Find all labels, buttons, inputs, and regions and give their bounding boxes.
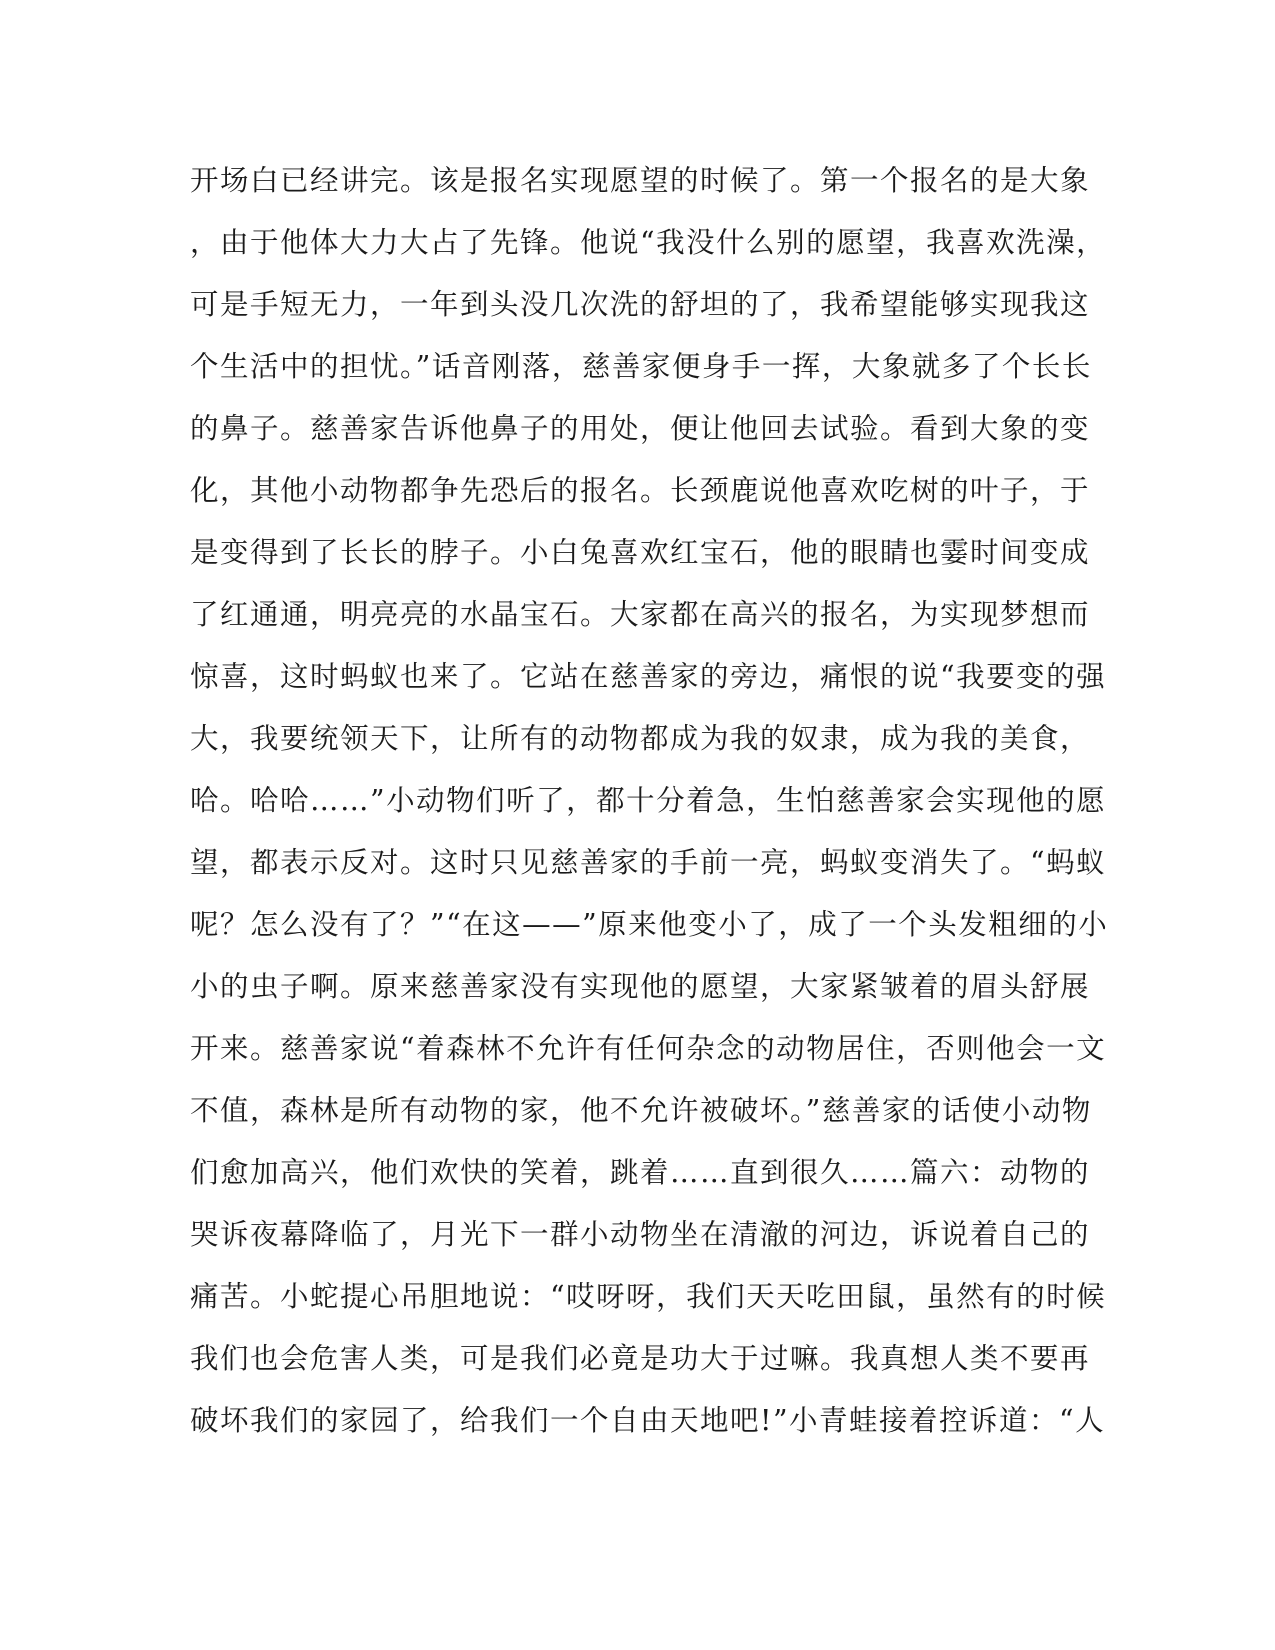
- text-line: 了红通通，明亮亮的水晶宝石。大家都在高兴的报名，为实现梦想而: [190, 598, 1091, 631]
- text-line: 哈。哈哈……”小动物们听了，都十分着急，生怕慈善家会实现他的愿: [190, 784, 1107, 817]
- text-line: 开来。慈善家说“着森林不允许有任何杂念的动物居住，否则他会一文: [190, 1032, 1107, 1065]
- text-line: 痛苦。小蛇提心吊胆地说：“哎呀呀，我们天天吃田鼠，虽然有的时候: [190, 1280, 1107, 1313]
- text-line: 们愈加高兴，他们欢快的笑着，跳着……直到很久……篇六：动物的: [190, 1156, 1091, 1189]
- text-line: 开场白已经讲完。该是报名实现愿望的时候了。第一个报名的是大象: [190, 164, 1091, 197]
- text-line: 哭诉夜幕降临了，月光下一群小动物坐在清澈的河边，诉说着自己的: [190, 1218, 1091, 1251]
- text-line: 我们也会危害人类，可是我们必竟是功大于过嘛。我真想人类不要再: [190, 1342, 1091, 1375]
- text-line: 的鼻子。慈善家告诉他鼻子的用处，便让他回去试验。看到大象的变: [190, 412, 1091, 445]
- text-line: 大，我要统领天下，让所有的动物都成为我的奴隶，成为我的美食，: [190, 722, 1091, 755]
- text-line: 是变得到了长长的脖子。小白兔喜欢红宝石，他的眼睛也霎时间变成: [190, 536, 1091, 569]
- text-line: 惊喜，这时蚂蚁也来了。它站在慈善家的旁边，痛恨的说“我要变的强: [190, 660, 1107, 693]
- text-line: 呢？怎么没有了？”“在这——”原来他变小了，成了一个头发粗细的小: [190, 908, 1109, 941]
- text-line: 化，其他小动物都争先恐后的报名。长颈鹿说他喜欢吃树的叶子，于: [190, 474, 1091, 507]
- body-text: [190, 164, 1109, 1468]
- text-line: 破坏我们的家园了，给我们一个自由天地吧!”小青蛙接着控诉道：“人: [190, 1404, 1106, 1437]
- text-line: ，由于他体大力大占了先锋。他说“我没什么别的愿望，我喜欢洗澡，: [190, 226, 1107, 259]
- text-line: 望，都表示反对。这时只见慈善家的手前一亮，蚂蚁变消失了。“蚂蚁: [190, 846, 1107, 879]
- text-line: 小的虫子啊。原来慈善家没有实现他的愿望，大家紧皱着的眉头舒展: [190, 970, 1091, 1003]
- text-line: 可是手短无力，一年到头没几次洗的舒坦的了，我希望能够实现我这: [190, 288, 1091, 321]
- text-line: 不值，森林是所有动物的家，他不允许被破坏。”慈善家的话使小动物: [190, 1094, 1092, 1127]
- text-line: 个生活中的担忧。”话音刚落，慈善家便身手一挥，大象就多了个长长: [190, 350, 1092, 383]
